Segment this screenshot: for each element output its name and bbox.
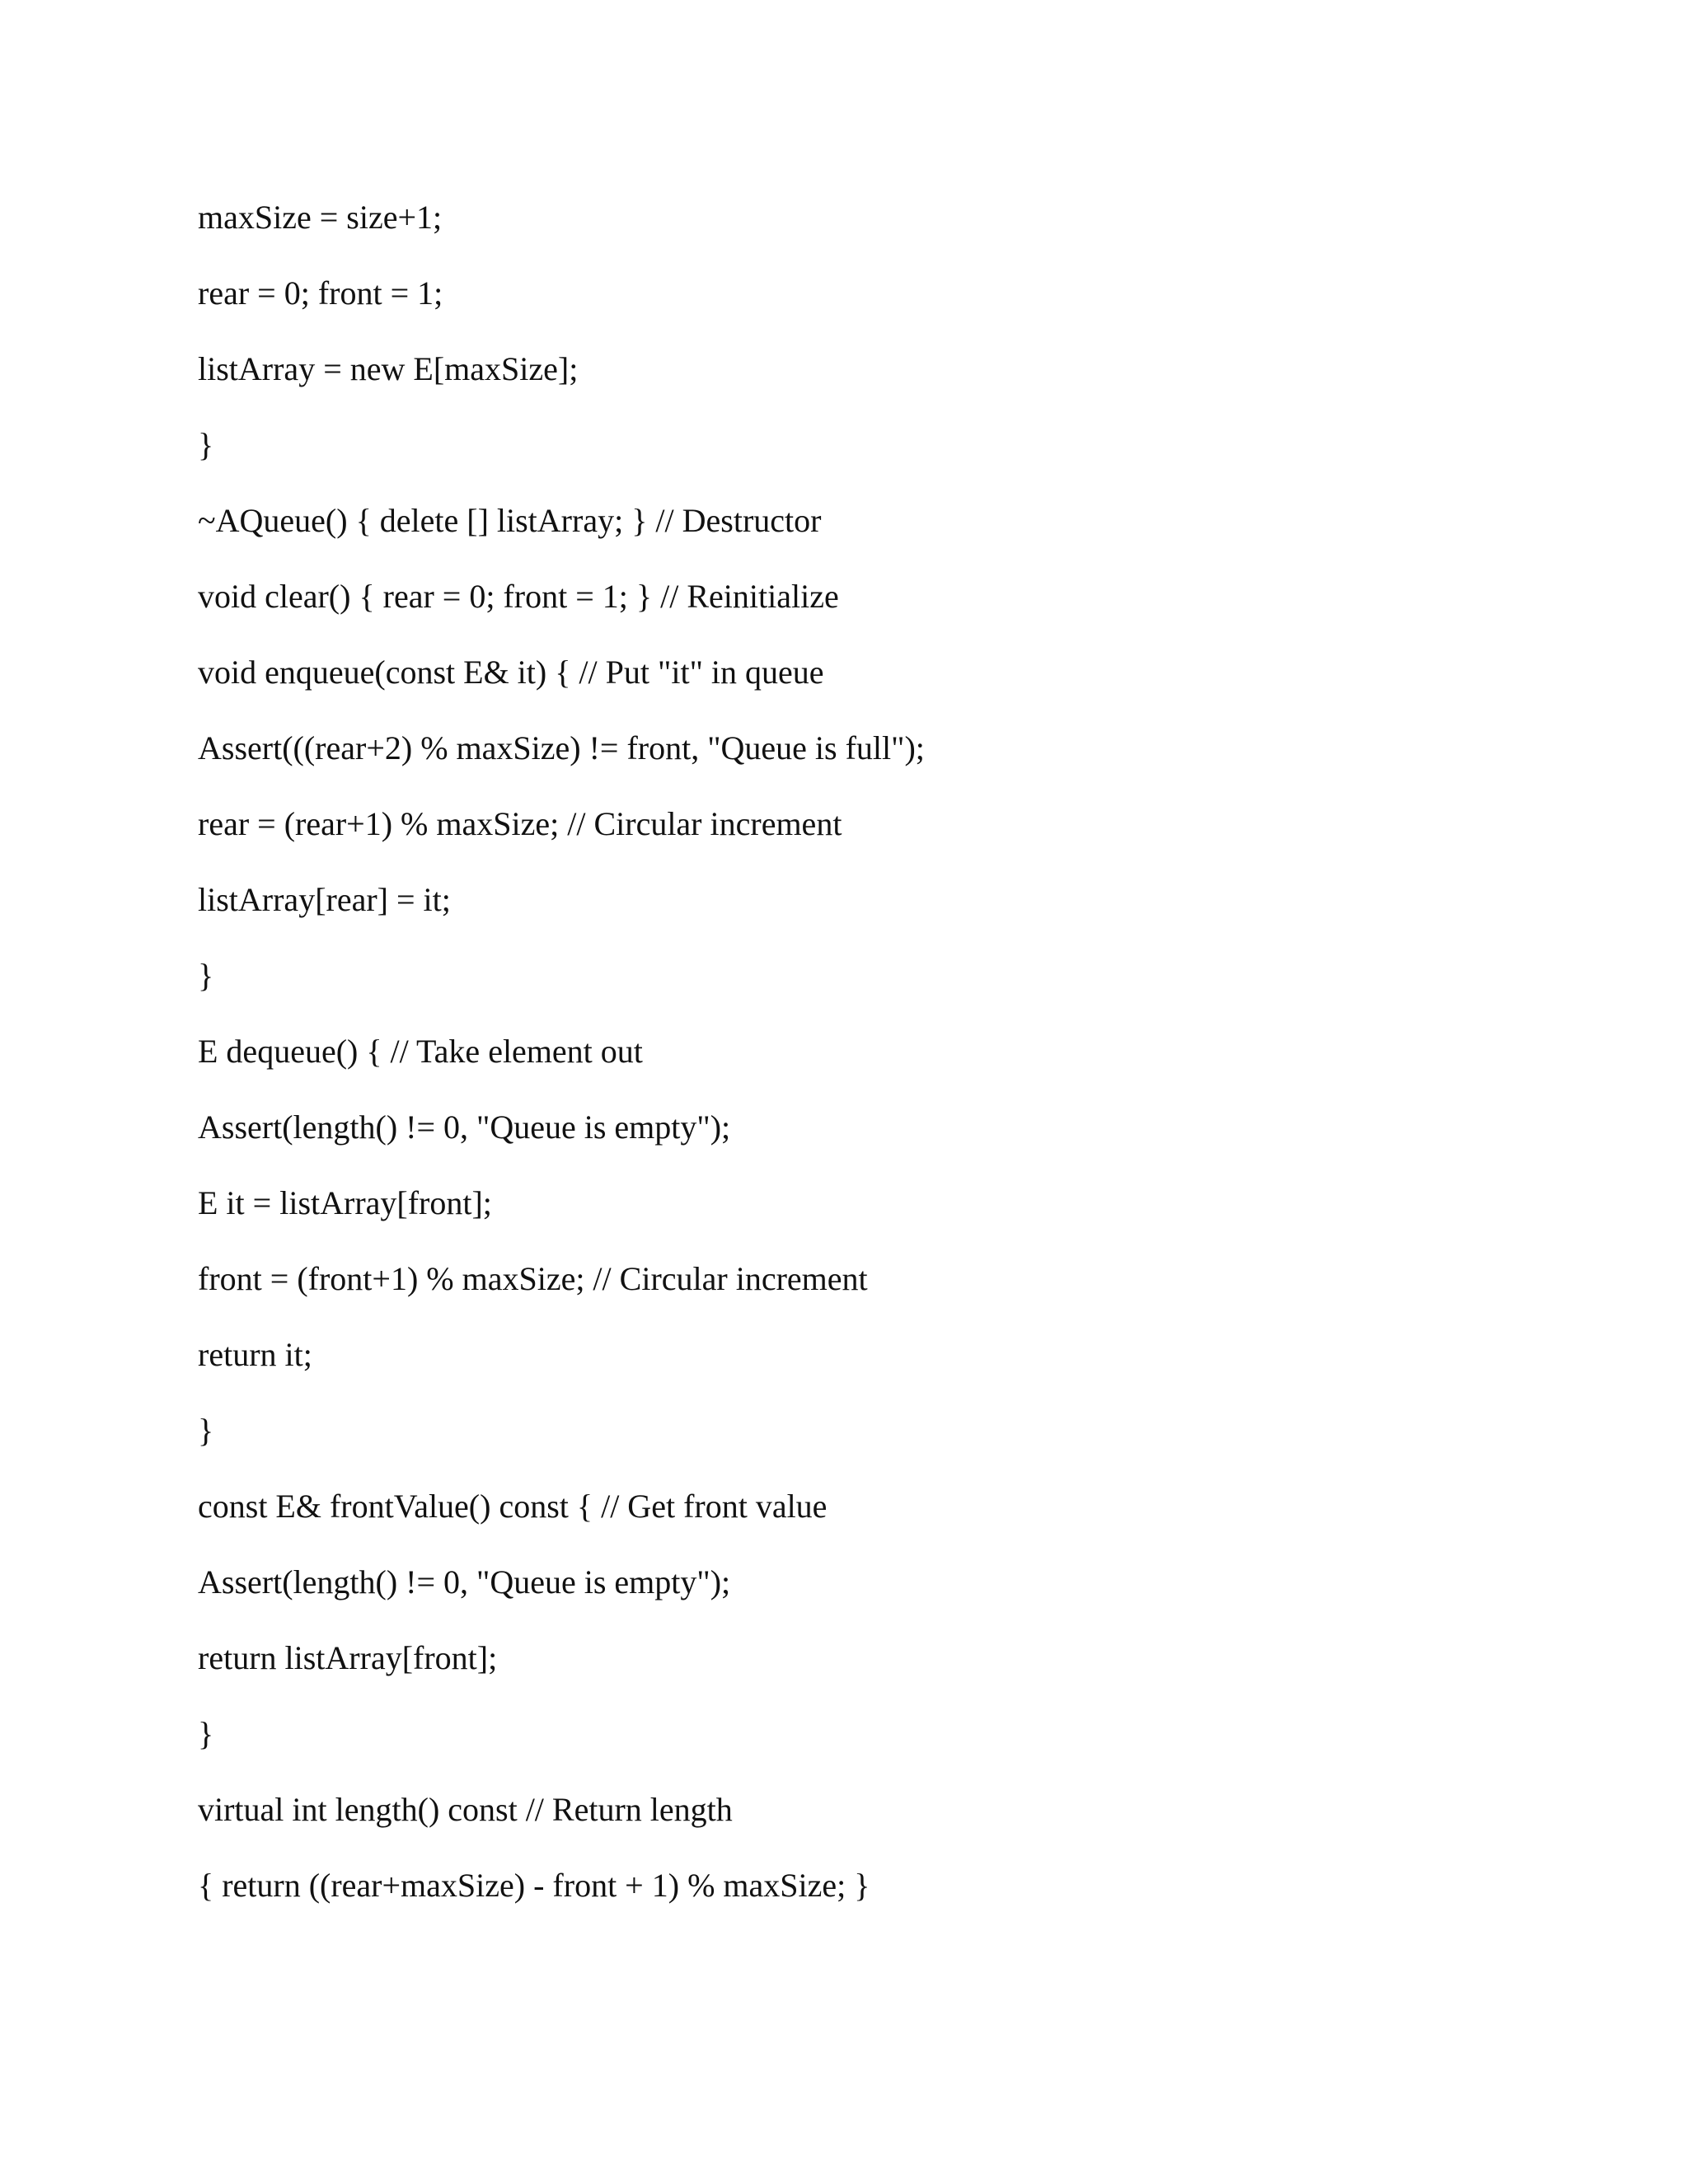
code-line: front = (front+1) % maxSize; // Circular increment: [198, 1260, 868, 1297]
code-line: }: [198, 1412, 214, 1449]
code-line: rear = (rear+1) % maxSize; // Circular increment: [198, 805, 842, 842]
code-line: E it = listArray[front];: [198, 1184, 492, 1221]
code-line: E dequeue() { // Take element out: [198, 1033, 643, 1070]
code-line: Assert(length() != 0, "Queue is empty");: [198, 1108, 731, 1146]
code-line: { return ((rear+maxSize) - front + 1) % maxSize; }: [198, 1867, 870, 1904]
code-line: }: [198, 426, 214, 463]
code-line: const E& frontValue() const { // Get front value: [198, 1488, 828, 1525]
code-line: }: [198, 1715, 214, 1752]
code-line: virtual int length() const // Return length: [198, 1791, 733, 1828]
code-line: ~AQueue() { delete [] listArray; } // Destructor: [198, 502, 822, 539]
code-line: maxSize = size+1;: [198, 199, 443, 236]
code-line: return listArray[front];: [198, 1639, 498, 1676]
code-line: Assert(((rear+2) % maxSize) != front, "Queue is full");: [198, 729, 925, 766]
code-line: Assert(length() != 0, "Queue is empty");: [198, 1563, 731, 1601]
code-listing: [198, 191, 925, 1935]
code-line: void clear() { rear = 0; front = 1; } // Reinitialize: [198, 578, 839, 615]
code-line: listArray = new E[maxSize];: [198, 350, 579, 387]
code-line: }: [198, 957, 214, 994]
code-line: rear = 0; front = 1;: [198, 274, 443, 312]
code-line: listArray[rear] = it;: [198, 881, 451, 918]
code-line: void enqueue(const E& it) { // Put "it" in queue: [198, 654, 824, 691]
code-line: return it;: [198, 1336, 312, 1373]
